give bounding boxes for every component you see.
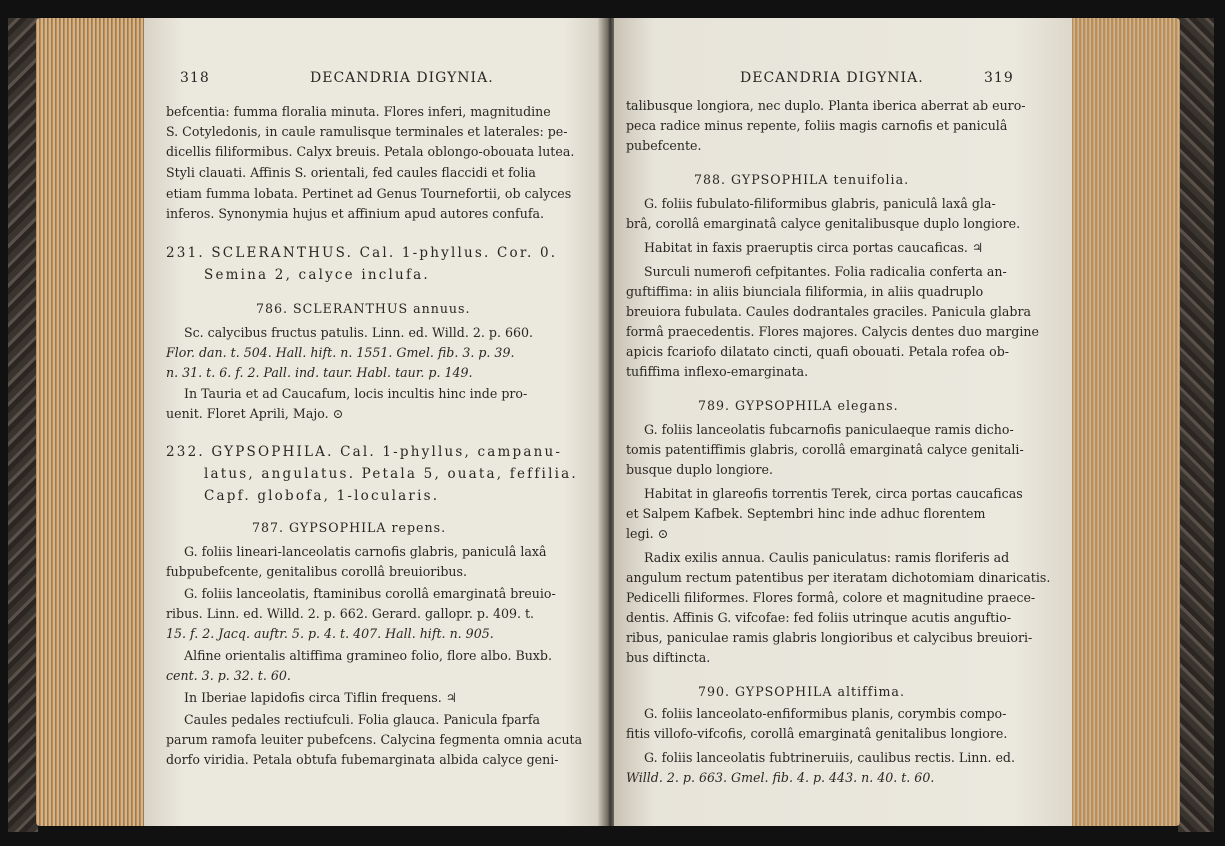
genus-heading: 231. SCLERANTHUS. Cal. 1-phyllus. Cor. 0. (166, 245, 558, 261)
text-line: etiam fumma lobata. Pertinet ad Genus Tournefortii, ob calyces (166, 186, 572, 201)
text-line: legi. ⊙ (626, 526, 669, 541)
text-line: Caules pedales rectiufculi. Folia glauca. Panicula fparfa (184, 712, 541, 727)
genus-heading: Semina 2, calyce inclufa. (204, 267, 430, 283)
text-line: G. foliis lanceolatis, ftaminibus corollâ emarginatâ breuio- (184, 586, 556, 601)
left-page (144, 18, 606, 826)
text-line: angulum rectum patentibus per iteratam dichotomiam dinaricatis. (626, 570, 1051, 585)
text-line: befcentia: fumma floralia minuta. Flores inferi, magnitudine (166, 104, 551, 119)
text-line: Habitat in faxis praeruptis circa portas caucaficas. ♃ (644, 240, 984, 255)
text-line: Pedicelli filiformes. Flores formâ, colore et magnitudine praece- (626, 590, 1036, 605)
text-line: ribus, paniculae ramis glabris longioribus et calycibus breuiori- (626, 630, 1033, 645)
text-line: G. foliis lanceolato-enfiformibus planis, corymbis compo- (644, 706, 1007, 721)
text-line: dicellis filiformibus. Calyx breuis. Petala oblongo-obouata lutea. (166, 144, 575, 159)
text-line: uenit. Floret Aprili, Majo. ⊙ (166, 406, 344, 421)
text-line: n. 31. t. 6. f. 2. Pall. ind. taur. Habl. taur. p. 149. (166, 365, 473, 380)
text-line: In Tauria et ad Caucafum, locis incultis hinc inde pro- (184, 386, 528, 401)
text-line: S. Cotyledonis, in caule ramulisque terminales et laterales: pe- (166, 124, 568, 139)
text-line: G. foliis lanceolatis fubcarnofis paniculaeque ramis dicho- (644, 422, 1014, 437)
text-line: dentis. Affinis G. vifcofae: fed foliis utrinque acutis anguftio- (626, 610, 1012, 625)
open-book (8, 18, 1214, 832)
text-line: busque duplo longiore. (626, 462, 773, 477)
left-running-head: DECANDRIA DIGYNIA. (310, 70, 494, 86)
species-title: 787. GYPSOPHILA repens. (252, 520, 447, 535)
text-line: tomis patentiffimis glabris, corollâ emarginatâ calyce genitali- (626, 442, 1024, 457)
text-line: G. foliis fubulato-filiformibus glabris, paniculâ laxâ gla- (644, 196, 996, 211)
genus-heading: Capf. globofa, 1-locularis. (204, 488, 440, 504)
text-line: fubpubefcente, genitalibus corollâ breuioribus. (166, 564, 467, 579)
species-title: 790. GYPSOPHILA altiffima. (698, 684, 905, 699)
text-line: tufiffima inflexo-emarginata. (626, 364, 809, 379)
text-line: inferos. Synonymia hujus et affinium apud autores confufa. (166, 206, 545, 221)
species-title: 786. SCLERANTHUS annuus. (256, 301, 471, 316)
text-line: peca radice minus repente, foliis magis carnofis et paniculâ (626, 118, 1008, 133)
genus-heading: 232. GYPSOPHILA. Cal. 1-phyllus, campanu- (166, 444, 563, 460)
text-line: G. foliis lanceolatis fubtrineruiis, caulibus rectis. Linn. ed. (644, 750, 1015, 765)
text-line: dorfo viridia. Petala obtufa fubemarginata albida calyce geni- (166, 752, 559, 767)
text-line: Alfine orientalis altiffima gramineo folio, flore albo. Buxb. (184, 648, 552, 663)
right-page (614, 18, 1072, 826)
text-line: formâ praecedentis. Flores majores. Calycis dentes duo margine (626, 324, 1039, 339)
text-line: bus diftincta. (626, 650, 711, 665)
text-line: Habitat in glareofis torrentis Terek, circa portas caucaficas (644, 486, 1023, 501)
left-cover (8, 18, 38, 832)
text-line: breuiora fubulata. Caules dodrantales graciles. Panicula glabra (626, 304, 1031, 319)
text-line: ribus. Linn. ed. Willd. 2. p. 662. Gerard. gallopr. p. 409. t. (166, 606, 535, 621)
text-line: pubefcente. (626, 138, 702, 153)
text-line: Willd. 2. p. 663. Gmel. fib. 4. p. 443. n. 40. t. 60. (626, 770, 935, 785)
text-line: 15. f. 2. Jacq. auftr. 5. p. 4. t. 407. Hall. hift. n. 905. (166, 626, 494, 641)
text-line: Styli clauati. Affinis S. orientali, fed caules flaccidi et folia (166, 165, 536, 180)
text-line: talibusque longiora, nec duplo. Planta iberica aberrat ab euro- (626, 98, 1026, 113)
right-cover (1178, 18, 1214, 832)
text-line: Radix exilis annua. Caulis paniculatus: ramis floriferis ad (644, 550, 1010, 565)
right-page-number: 319 (984, 70, 1014, 86)
text-line: parum ramofa leuiter pubefcens. Calycina fegmenta omnia acuta (166, 732, 583, 747)
text-line: et Salpem Kafbek. Septembri hinc inde adhuc florentem (626, 506, 986, 521)
text-line: Flor. dan. t. 504. Hall. hift. n. 1551. Gmel. fib. 3. p. 39. (166, 345, 515, 360)
right-running-head: DECANDRIA DIGYNIA. (740, 70, 924, 86)
text-line: guftiffima: in aliis biunciala filiformia, in aliis quadruplo (626, 284, 984, 299)
text-line: Surculi numerofi cefpitantes. Folia radicalia conferta an- (644, 264, 1007, 279)
text-line: In Iberiae lapidofis circa Tiflin frequens. ♃ (184, 690, 457, 705)
genus-heading: latus, angulatus. Petala 5, ouata, feffilia. (204, 466, 578, 482)
text-line: cent. 3. p. 32. t. 60. (166, 668, 291, 683)
text-line: apicis fcariofo dilatato cincti, quafi obouati. Petala rofea ob- (626, 344, 1010, 359)
text-line: G. foliis lineari-lanceolatis carnofis glabris, paniculâ laxâ (184, 544, 547, 559)
species-title: 788. GYPSOPHILA tenuifolia. (694, 172, 910, 187)
text-line: Sc. calycibus fructus patulis. Linn. ed. Willd. 2. p. 660. (184, 325, 534, 340)
text-line: fitis villofo-vifcofis, corollâ emarginatâ genitalibus longiore. (626, 726, 1008, 741)
left-page-number: 318 (180, 70, 210, 86)
right-page-edges (1070, 18, 1180, 826)
species-title: 789. GYPSOPHILA elegans. (698, 398, 899, 413)
text-line: brâ, corollâ emarginatâ calyce genitalibusque duplo longiore. (626, 216, 1021, 231)
left-page-edges (36, 18, 148, 826)
